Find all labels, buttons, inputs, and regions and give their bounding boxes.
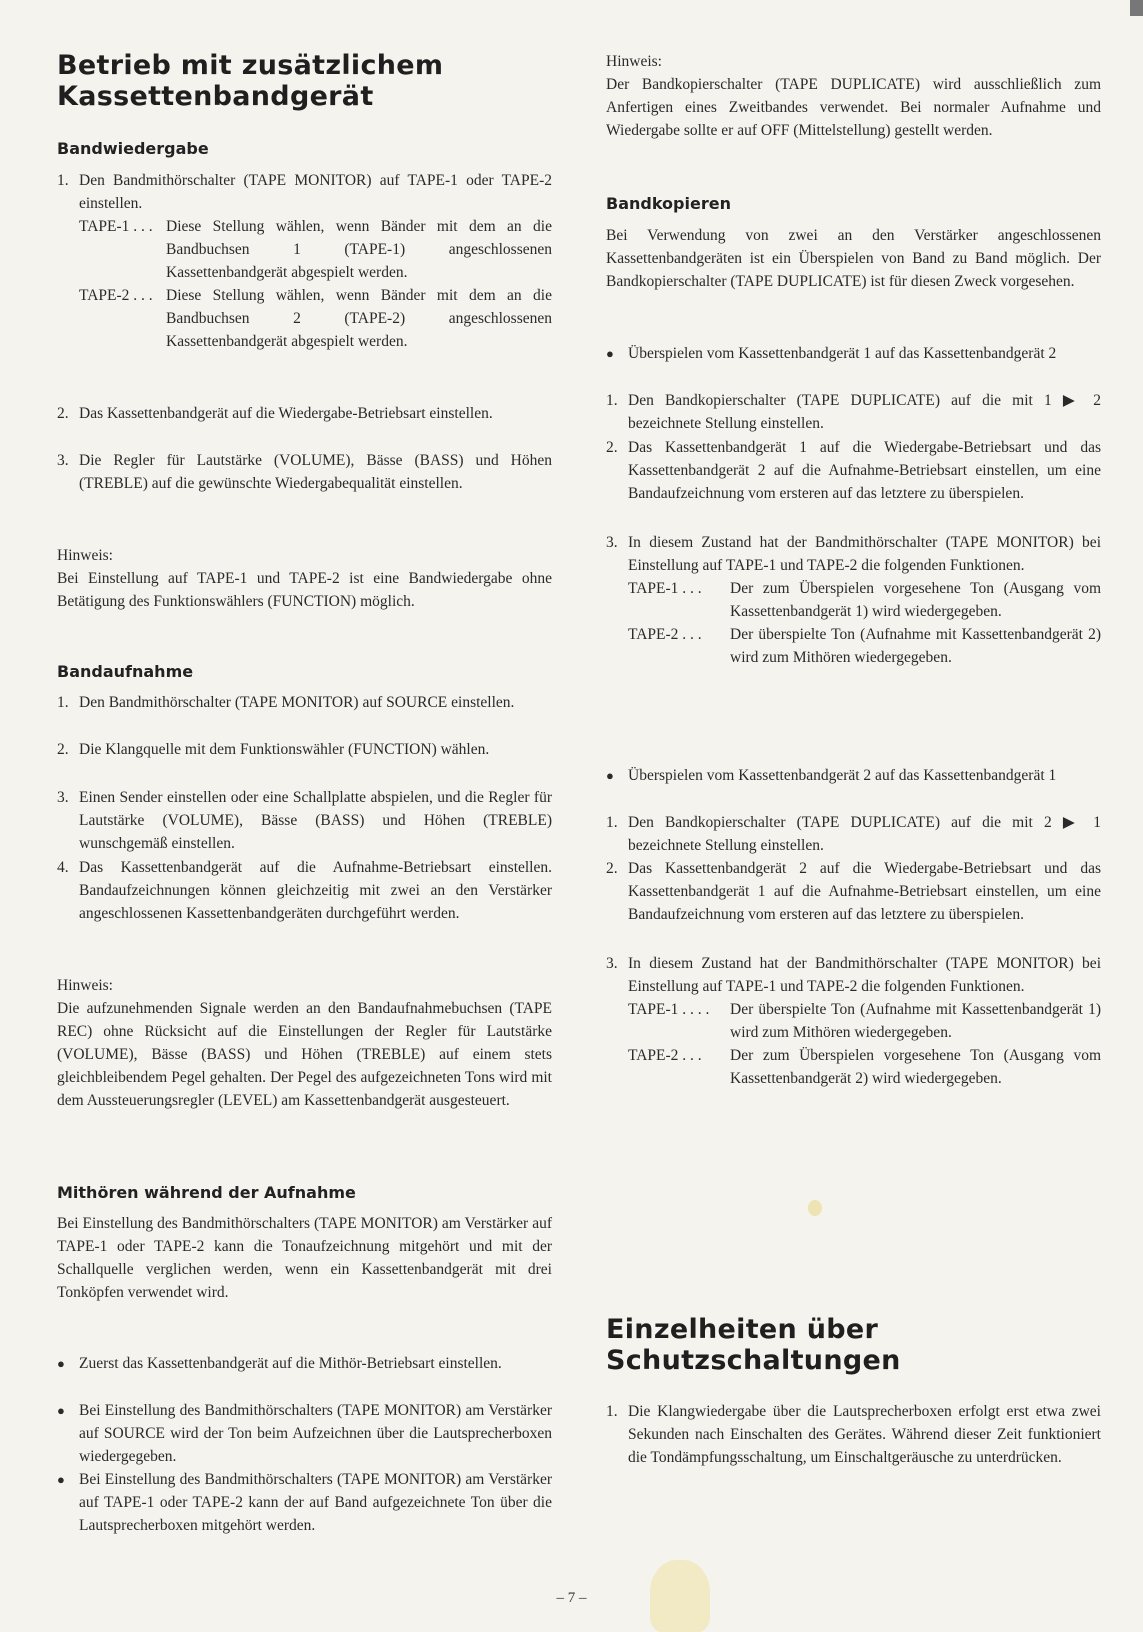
copy-b-step-1: 1. Den Bandkopierschalter (TAPE DUPLICATE) auf die mit 2 ▶ 1 bezeichnete Stellung einstellen. [606,814,1101,854]
playback-tape1-entry: TAPE-1 . . . Diese Stellung wählen, wenn Bänder mit dem an die Bandbuchsen 1 (TAPE-1) angeschlossenen Kassettenbandgerät abgespielt werden. [79,218,552,281]
page-number: – 7 – [556,1590,587,1606]
copy-direction-2-to-1: ● Überspielen vom Kassettenbandgerät 2 auf das Kassettenbandgerät 1 [606,764,1101,787]
heading-playback: Bandwiedergabe [57,139,209,158]
bullet-icon: ● [606,346,614,361]
heading-recording: Bandaufnahme [57,662,194,681]
playback-tape2-entry: TAPE-2 . . . Diese Stellung wählen, wenn Bänder mit dem an die Bandbuchsen 2 (TAPE-2) angeschlossenen Kassettenbandgerät abgespielt werden. [79,287,552,350]
copy-b-step-3: 3. In diesem Zustand hat der Bandmithörschalter (TAPE MONITOR) bei Einstellung auf TAPE-1 und TAPE-2 die folgenden Funktionen. TAPE-1 . . . . Der überspielte Ton (Aufnahme mit Kassettenbandgerät 1) wird zum Mithören wiedergegeben. TAPE-2 . . . Der zum Überspielen vorgesehene Ton (Ausgang vom Kassettenbandgerät 2) wird wiedergegeben. [606,952,1101,1090]
copy-a-step-3: 3. In diesem Zustand hat der Bandmithörschalter (TAPE MONITOR) bei Einstellung auf TAPE-1 und TAPE-2 die folgenden Funktionen. TAPE-1 . . . Der zum Überspielen vorgesehene Ton (Ausgang vom Kassettenbandgerät 1) wird wiedergegeben. TAPE-2 . . . Der überspielte Ton (Aufnahme mit Kassettenbandgerät 2) wird zum Mithören wiedergegeben. [606,531,1101,669]
recording-note: Die aufzunehmenden Signale werden an den Bandaufnahmebuchsen (TAPE REC) ohne Rücksicht auf die Einstellungen der Regler für Lautstärke (VOLUME), Bässe (BASS) und Höhen (TREBLE) auf einem stets gleichbleibendem Pegel gehalten. Der Pegel des aufgezeichneten Tons wird mit dem Aussteuerungsregler (LEVEL) am Kassettenbandgerät ausgesteuert. [57,1000,552,1109]
playback-note: Bei Einstellung auf TAPE-1 und TAPE-2 ist eine Bandwiedergabe ohne Betätigung des Funktionswählers (FUNCTION) möglich. [57,570,552,610]
recording-step-1: 1. Den Bandmithörschalter (TAPE MONITOR) auf SOURCE einstellen. [57,694,515,711]
copy-a-step-2: 2. Das Kassettenbandgerät 1 auf die Wiedergabe-Betriebsart und das Kassettenbandgerät 2 auf die Aufnahme-Betriebsart einstellen, um eine Bandaufzeichnung vom ersteren auf das letztere zu überspielen. [606,439,1101,502]
protection-item-1: 1. Die Klangwiedergabe über die Lautsprecherboxen erfolgt erst etwa zwei Sekunden nach Einschalten des Gerätes. Während dieser Zeit funktioniert die Tondämpfungsschaltung, um Einschaltgeräusche zu unterdrücken. [606,1403,1101,1466]
playback-step-1: 1. Den Bandmithörschalter (TAPE MONITOR) auf TAPE-1 oder TAPE-2 einstellen. TAPE-1 . . . Diese Stellung wählen, wenn Bänder mit dem an die Bandbuchsen 1 (TAPE-1) angeschlossenen Kassettenbandgerät abgespielt werden. TAPE-2 . . . Diese Stellung wählen, wenn Bänder mit dem an die Bandbuchsen 2 (TAPE-2) angeschlossenen Kassettenbandgerät abgespielt werden. [57,169,552,353]
playback-note-label: Hinweis: [57,547,113,564]
bullet-icon: ● [57,1403,65,1418]
paper-stain [808,1200,822,1216]
recording-step-3: 3. Einen Sender einstellen oder eine Schallplatte abspielen, und die Regler für Lautstärke (VOLUME), Bässe (BASS) und Höhen (TREBLE) wunschgemäß einstellen. [57,789,552,852]
duplicate-note: Der Bandkopierschalter (TAPE DUPLICATE) wird ausschließlich zum Anfertigen eines Zweitbandes verwendet. Bei normaler Aufnahme und Wiedergabe sollte er auf OFF (Mittelstellung) gestellt werden. [606,76,1101,139]
section-title-protection-circuits: Einzelheiten über Schutzschaltungen [606,1314,901,1376]
heading-monitoring: Mithören während der Aufnahme [57,1183,356,1202]
monitoring-intro: Bei Einstellung des Bandmithörschalters (TAPE MONITOR) am Verstärker auf TAPE-1 oder TAPE-2 kann die Tonaufzeichnung mitgehört und mit der Schallquelle verglichen werden, wenn ein Kassettenbandgerät mit drei Tonköpfen verwendet wird. [57,1215,552,1301]
recording-note-label: Hinweis: [57,977,113,994]
monitoring-bullet-2: ● Bei Einstellung des Bandmithörschalters (TAPE MONITOR) am Verstärker auf SOURCE wird der Ton beim Aufzeichnen über die Lautsprecherboxen wiedergegeben. [57,1399,552,1468]
bullet-icon: ● [57,1472,65,1487]
copy-b-tape1-entry: TAPE-1 . . . . Der überspielte Ton (Aufnahme mit Kassettenbandgerät 1) wird zum Mithören wiedergegeben. [628,1001,1101,1041]
playback-step-2: 2. Das Kassettenbandgerät auf die Wiedergabe-Betriebsart einstellen. [57,405,493,422]
bullet-icon: ● [57,1356,65,1371]
section-title-additional-tape-deck: Betrieb mit zusätzlichem Kassettenbandgerät [57,50,444,112]
monitoring-bullet-1: ● Zuerst das Kassettenbandgerät auf die Mithör-Betriebsart einstellen. [57,1352,552,1375]
heading-tape-copy: Bandkopieren [606,194,731,213]
duplicate-note-label: Hinweis: [606,53,662,70]
bullet-icon: ● [606,768,614,783]
recording-step-4: 4. Das Kassettenbandgerät auf die Aufnahme-Betriebsart einstellen. Bandaufzeichnungen können gleichzeitig mit zwei an den Verstärker angeschlossenen Kassettenbandgeräten durchgeführt werden. [57,859,552,922]
copy-b-step-2: 2. Das Kassettenbandgerät 2 auf die Wiedergabe-Betriebsart und das Kassettenbandgerät 1 auf die Aufnahme-Betriebsart einstellen, um eine Bandaufzeichnung vom ersteren auf das letztere zu überspielen. [606,860,1101,923]
copy-a-tape1-entry: TAPE-1 . . . Der zum Überspielen vorgesehene Ton (Ausgang vom Kassettenbandgerät 1) wird wiedergegeben. [628,580,1101,620]
copy-a-tape2-entry: TAPE-2 . . . Der überspielte Ton (Aufnahme mit Kassettenbandgerät 2) wird zum Mithören wiedergegeben. [628,626,1101,666]
page-edge-mark [1130,0,1143,16]
copy-direction-1-to-2: ● Überspielen vom Kassettenbandgerät 1 auf das Kassettenbandgerät 2 [606,342,1101,365]
playback-step-3: 3. Die Regler für Lautstärke (VOLUME), Bässe (BASS) und Höhen (TREBLE) auf die gewünschte Wiedergabequalität einstellen. [57,452,552,492]
monitoring-bullet-3: ● Bei Einstellung des Bandmithörschalters (TAPE MONITOR) am Verstärker auf TAPE-1 oder TAPE-2 kann der auf Band aufgezeichnete Ton über die Lautsprecherboxen mitgehört werden. [57,1468,552,1537]
recording-step-2: 2. Die Klangquelle mit dem Funktionswähler (FUNCTION) wählen. [57,741,490,758]
tape-copy-intro: Bei Verwendung von zwei an den Verstärker angeschlossenen Kassettenbandgeräten ist ein Überspielen von Band zu Band möglich. Der Bandkopierschalter (TAPE DUPLICATE) ist für diesen Zweck vorgesehen. [606,227,1101,290]
copy-b-tape2-entry: TAPE-2 . . . Der zum Überspielen vorgesehene Ton (Ausgang vom Kassettenbandgerät 2) wird wiedergegeben. [628,1047,1101,1087]
copy-a-step-1: 1. Den Bandkopierschalter (TAPE DUPLICATE) auf die mit 1 ▶ 2 bezeichnete Stellung einstellen. [606,392,1101,432]
